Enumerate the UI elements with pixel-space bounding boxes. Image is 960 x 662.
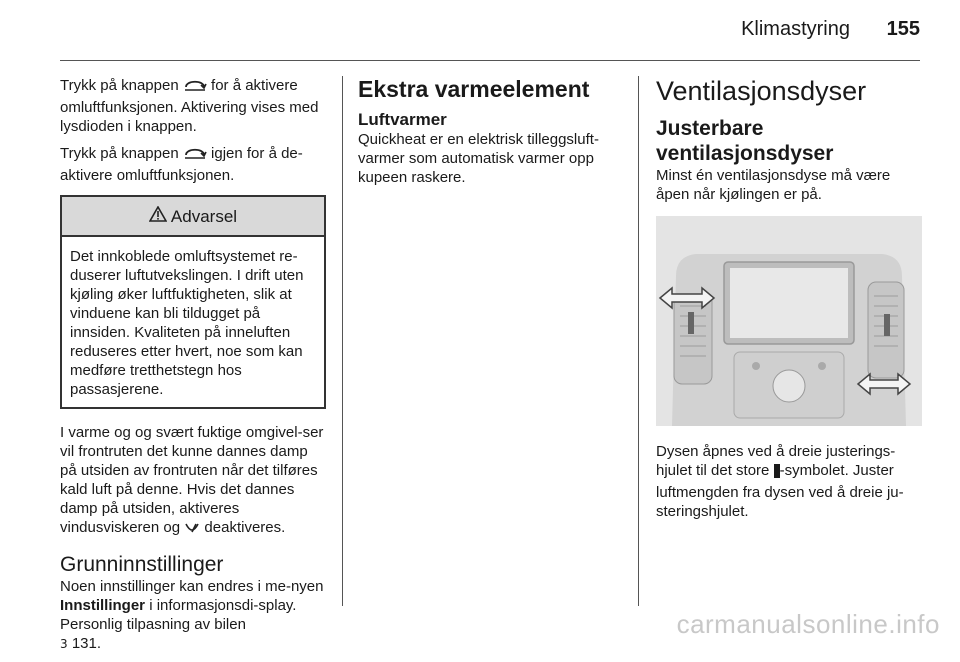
chapter-title: Klimastyring bbox=[741, 18, 850, 40]
page-header bbox=[60, 18, 920, 48]
text: for å aktivere omluftfunksjonen. Aktivering vises med lysdioden i knappen. bbox=[60, 77, 319, 135]
paragraph-settings bbox=[60, 577, 326, 654]
warning-text: Det innkoblede omluftsystemet re-duserer luftutvekslingen. I drift uten kjøling øker luftfuktigheten, slik at vinduene kan bli tildugget på innsiden. Kvaliteten på inneluften reduseres etter hvert, noe som kan medføre tretthetstegn hos passasjerene. bbox=[70, 248, 304, 398]
paragraph-open-vent bbox=[656, 442, 922, 521]
paragraph-quickheat: Quickheat er en elektrisk tilleggsluft-varmer som automatisk varmer opp kupeen raskere. bbox=[358, 131, 599, 186]
column-left bbox=[60, 76, 326, 662]
paragraph-fog bbox=[60, 423, 326, 540]
page-reference[interactable]: 131. bbox=[71, 635, 102, 652]
text: Trykk på knappen bbox=[60, 77, 179, 94]
text: Dysen åpnes ved å dreie justerings-hjulet til det store bbox=[656, 443, 896, 479]
recirculation-icon bbox=[183, 77, 207, 98]
text: i informasjonsdi-splay. Personlig tilpasning av bilen bbox=[60, 597, 297, 633]
column-divider-2 bbox=[638, 76, 639, 606]
heading-luftvarmer: Luftvarmer bbox=[358, 110, 447, 129]
heading-justerbare: Justerbare ventilasjonsdyser bbox=[656, 117, 834, 165]
recirculation-icon bbox=[183, 145, 207, 166]
text: Trykk på knappen bbox=[60, 145, 179, 162]
menu-name: Innstillinger bbox=[60, 597, 146, 614]
dashboard-vents-photo bbox=[656, 216, 922, 426]
column-divider-1 bbox=[342, 76, 343, 606]
paragraph-deactivate bbox=[60, 144, 326, 185]
wiper-icon bbox=[184, 521, 200, 540]
column-right bbox=[656, 76, 922, 529]
column-middle bbox=[358, 76, 620, 195]
text: I varme og og svært fuktige omgivel-ser vil frontruten det kunne dannes damp på utsiden av frontruten når det tilføres kald luft på denne. Hvis det dannes damp på utsiden, aktiveres vindusviskeren og bbox=[60, 424, 324, 536]
heading-ekstra-varmeelement: Ekstra varmeelement bbox=[358, 76, 590, 102]
header-rule bbox=[60, 60, 920, 61]
warning-header bbox=[62, 197, 324, 237]
page-number: 155 bbox=[886, 18, 920, 40]
warning-box bbox=[60, 195, 326, 409]
heading-grunninnstillinger: Grunninnstillinger bbox=[60, 553, 224, 576]
warning-triangle-icon bbox=[149, 206, 167, 226]
paragraph-activate bbox=[60, 76, 326, 136]
warning-title: Advarsel bbox=[170, 206, 238, 226]
text: -symbolet. Juster luftmengden fra dysen ved å dreie ju-steringshjulet. bbox=[656, 462, 904, 520]
paragraph-min-one: Minst én ventilasjonsdyse må være åpen når kjølingen er på. bbox=[656, 167, 891, 203]
heading-ventilasjonsdyser: Ventilasjonsdyser bbox=[656, 76, 867, 106]
text: igjen for å de-aktivere omluftfunksjonen. bbox=[60, 145, 303, 184]
text: deaktiveres. bbox=[204, 519, 286, 536]
watermark: carmanualsonline.info bbox=[676, 609, 940, 639]
text: Noen innstillinger kan endres i me-nyen bbox=[60, 578, 324, 595]
page-reference-icon[interactable]: 3 bbox=[60, 637, 68, 651]
